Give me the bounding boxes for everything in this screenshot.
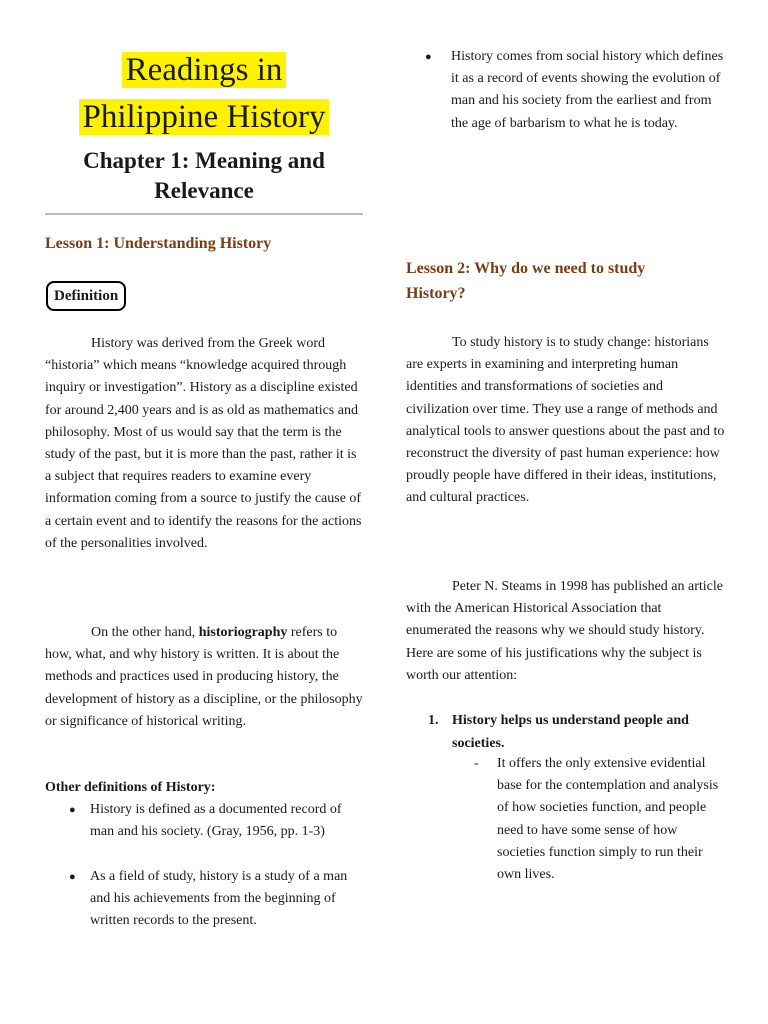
lesson1-heading: Lesson 1: Understanding History bbox=[45, 235, 272, 252]
historiography-paragraph: On the other hand, historiography refers to how, what, and why history is written. It is about the methods and practices used in producing history, the development of history as a discipline, or the philosophy or significance of historical writing. bbox=[45, 625, 363, 729]
steams-paragraph: Peter N. Steams in 1998 has published an article with the American Historical Association that enumerated the reasons why we should study history. Here are some of his justifications why the subject is worth our attention: bbox=[406, 579, 723, 683]
document-title-line2: Philippine History bbox=[45, 97, 363, 137]
numbered-marker: 1. bbox=[428, 713, 439, 728]
list-item: It offers the only extensive evidential base for the contemplation and analysis of how societies function, and people need to have some sense of how societies function simply to run their own lives. bbox=[497, 756, 719, 883]
lesson2-heading: Lesson 2: Why do we need to study History? bbox=[406, 260, 646, 302]
dash-marker: - bbox=[474, 756, 479, 771]
bullet-icon: ● bbox=[69, 804, 76, 816]
divider bbox=[45, 213, 363, 215]
numbered-heading: History helps us understand people and societies. bbox=[452, 713, 689, 751]
bullet-icon: ● bbox=[69, 871, 76, 883]
bullet-icon: ● bbox=[425, 51, 432, 63]
study-change-paragraph: To study history is to study change: historians are experts in examining and interpreting human identities and transformations of societies and civilization over time. They use a range of methods and analytical tools to answer questions about the past and to reconstruct the diversity of past human experience: how proudly people have differed in their ideas, institutions, and cultural practices. bbox=[406, 335, 725, 506]
historiography-term: historiography bbox=[198, 625, 288, 640]
chapter-heading: Chapter 1: Meaning and Relevance bbox=[83, 148, 325, 203]
definition-label: Definition bbox=[46, 281, 126, 311]
document-title-line1: Readings in bbox=[45, 50, 363, 90]
other-definitions-heading: Other definitions of History: bbox=[45, 780, 216, 795]
definition-paragraph: History was derived from the Greek word “historia” which means “knowledge acquired through inquiry or investigation”. History as a discipline existed for around 2,400 years and is as old as mathematics and philosophy. Most of us would say that the term is the study of the past, but it is more than the past, rather it is a subject that requires readers to examine every information coming from a source to justify the cause of a certain event and to identify the reasons for the actions of the personalities involved. bbox=[45, 336, 362, 551]
